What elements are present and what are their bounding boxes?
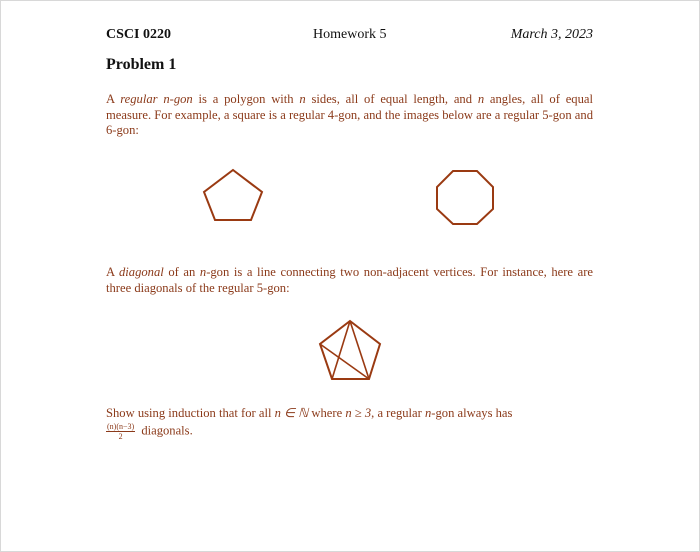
pentagon-diagonals-figure	[316, 317, 384, 383]
term-regular: regular	[120, 92, 158, 106]
diagonal-line	[320, 344, 369, 379]
hexagon-figure	[432, 163, 498, 229]
paragraph-regular-ngon: A regular n-gon is a polygon with n sides, all of equal length, and n angles, all of equal measure. For example, a square is a regular 4-gon, and the images below are a regular 5-gon and 6-gon:	[106, 92, 593, 137]
paragraph-diagonal: A diagonal of an n-gon is a line connecting two non-adjacent vertices. For instance, here are three diagonals of the regular 5-gon:	[106, 265, 593, 295]
term-ngon: n-gon	[163, 92, 193, 106]
term-diagonal: diagonal	[118, 265, 164, 279]
pentagon-outline	[204, 170, 262, 220]
diagonal-line	[350, 321, 369, 379]
diagonal-formula: $\frac{(n)(n-3)}{2}$	[107, 421, 135, 441]
hexagon-outline	[437, 171, 493, 224]
problem-title: Problem 1	[106, 56, 177, 73]
homework-label: Homework 5	[313, 27, 387, 42]
course-label: CSCI 0220	[106, 27, 171, 42]
date-label: March 3, 2023	[510, 27, 593, 42]
pentagon-figure	[199, 165, 269, 225]
diagonal-line	[332, 321, 350, 379]
paragraph-induction: Show using induction that for all n ∈ ℕ where n ≥ 3, a regular n-gon always has $\frac{(n)(n-3)}{2}$ diagonals.	[106, 406, 513, 441]
